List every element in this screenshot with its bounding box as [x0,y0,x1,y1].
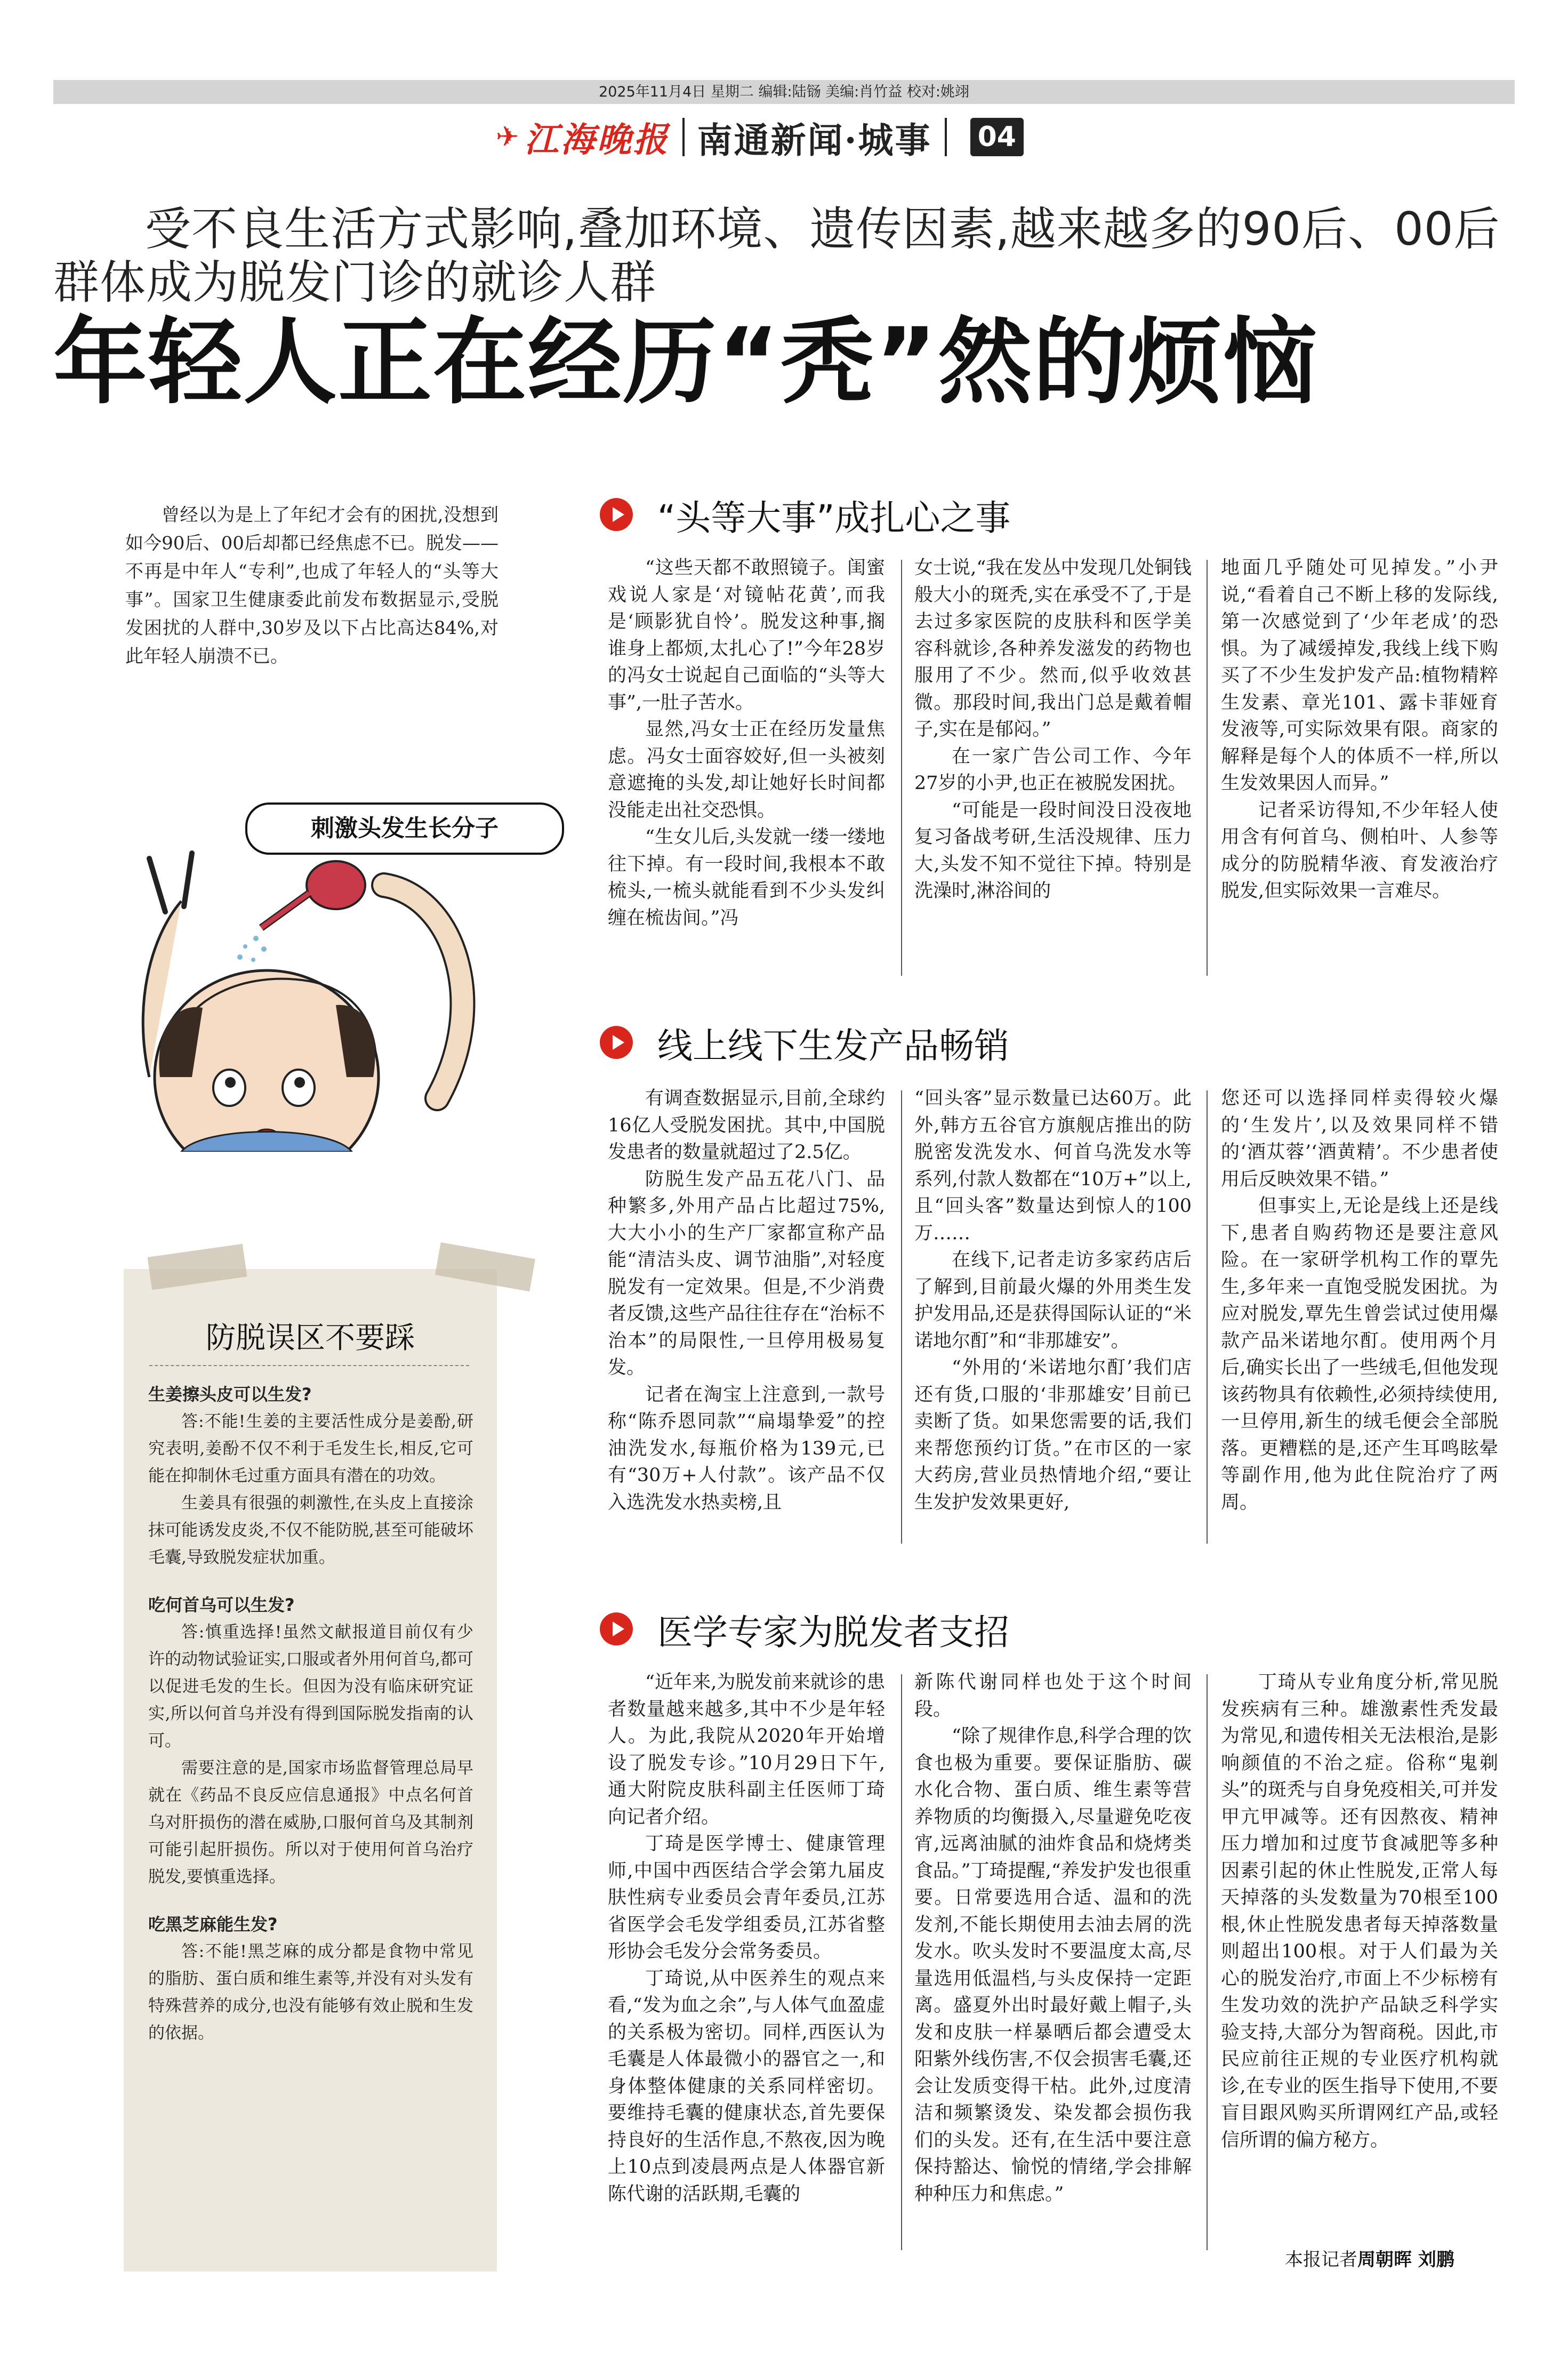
page-number: 04 [970,118,1024,156]
paragraph: “回头客”显示数量已达60万。此外,韩方五谷官方旗舰店推出的防脱密发洗发水、何首乌洗发水等系列,付款人数都在“10万+”以上,且“回头客”数量达到惊人的100万…… [914,1088,1192,1244]
play-arrow-icon [600,1612,633,1645]
play-arrow-icon [600,498,633,531]
section-heading-2 [600,1018,1506,1066]
article-column [914,555,1192,905]
paragraph: “生女儿后,头发就一缕一缕地往下掉。有一段时间,我根本不敢梳头,一梳头就能看到不少头发纠缠在梳齿间。”冯 [608,826,885,929]
article-column [914,1085,1192,1516]
subheadline: 受不良生活方式影响,叠加环境、遗传因素,越来越多的90后、00后群体成为脱发门诊的就诊人群 [53,203,1500,309]
paragraph: “可能是一段时间没日没夜地复习备战考研,生活没规律、压力大,头发不知不觉往下掉。特别是洗澡时,淋浴间的 [914,799,1192,902]
paragraph: 女士说,“我在发丛中发现几处铜钱般大小的斑秃,实在承受不了,于是去过多家医院的皮肤科和医学美容科就诊,各种养发滋发的药物也服用了不少。然而,似乎收效甚微。那段时间,我出门总是戴着帽子,实在是郁闷。” [914,557,1192,740]
watering-can-icon [307,861,365,909]
paragraph: 丁琦是医学博士、健康管理师,中国中西医结合学会第九届皮肤性病专业委员会青年委员,江苏省医学会毛发学组委员,江苏省整形协会毛发分会常务委员。 [608,1833,885,1962]
column-rule [1207,1674,1208,2250]
article-column [608,1085,885,1516]
byline-names: 周朝晖 刘鹏 [1357,2249,1454,2270]
article-column [1221,1085,1498,1516]
sidebar-answer: 需要注意的是,国家市场监督管理总局早就在《药品不良反应信息通报》中点名何首乌对肝损伤的潜在威胁,口服何首乌及其制剂可能引起肝损伤。所以对于使用何首乌治疗脱发,要慎重选择。 [148,1759,473,1887]
headline: 年轻人正在经历“秃”然的烦恼 [53,308,1318,417]
masthead [496,113,1024,161]
paragraph: 丁琦说,从中医养生的观点来看,“发为血之余”,与人体气血盈虚的关系极为密切。同样,西医认为毛囊是人体最微小的器官之一,和身体整体健康的关系同样密切。要维持毛囊的健康状态,首先要保持良好的生活作息,不熬夜,因为晚上10点到凌晨两点是人体器官新陈代谢的活跃期,毛囊的 [608,1968,885,2205]
paragraph: 有调查数据显示,目前,全球约16亿人受脱发困扰。其中,中国脱发患者的数量就超过了2.5亿。 [608,1088,885,1163]
column-rule [1207,1090,1208,1544]
paragraph: 在一家广告公司工作、今年27岁的小尹,也正在被脱发困扰。 [914,745,1192,794]
section-heading-1 [600,491,1506,539]
divider [945,118,947,156]
paragraph: 丁琦从专业角度分析,常见脱发疾病有三种。雄激素性秃发最为常见,和遗传相关无法根治,是影响颜值的不治之症。俗称“鬼剃头”的斑秃与自身免疫相关,可并发甲亢甲减等。还有因熬夜、精神压力增加和过度节食减肥等多种因素引起的休止性脱发,正常人每天掉落的头发数量为70根至100根,休止性脱发患者每天掉落数量则超出100根。对于人们最为关心的脱发治疗,市面上不少标榜有生发功效的洗护产品缺乏科学实验支持,大部分为智商税。因此,市民应前往正规的专业医疗机构就诊,在专业的医生指导下使用,不要盲目跟风购买所谓网红产品,或轻信所谓的偏方秘方。 [1221,1672,1498,2151]
sidebar-question: 吃何首乌可以生发? [148,1595,295,1615]
article-column [1221,1669,1498,2154]
article-column [1221,555,1498,905]
section-heading-3 [600,1605,1506,1653]
section-name: 南通新闻·城事 [697,119,932,161]
divider [682,118,685,156]
sidebar-answer: 答:不能!黑芝麻的成分都是食物中常见的脂肪、蛋白质和维生素等,并没有对头发有特殊营养的成分,也没有能够有效止脱和生发的依据。 [148,1942,473,2043]
paragraph: 新陈代谢同样也处于这个时间段。 [914,1672,1192,1720]
column-rule [901,1674,902,2250]
section-heading-text: “头等大事”成扎心之事 [657,497,1011,539]
lead-paragraph [125,501,498,671]
paragraph: 防脱生发产品五花八门、品种繁多,外用产品占比超过75%,大大小小的生产厂家都宣称产品能“清洁头皮、调节油脂”,对轻度脱发有一定效果。但是,不少消费者反馈,这些产品往往存在“治标不治本”的局限性,一旦停用极易复发。 [608,1168,885,1378]
paragraph: 地面几乎随处可见掉发。”小尹说,“看着自己不断上移的发际线,第一次感觉到了‘少年老成’的恐惧。为了减缓掉发,我线上线下购买了不少生发护发产品:植物精粹生发素、章光101、露卡菲娅育发液等,可实际效果有限。商家的解释是每个人的体质不一样,所以生发效果因人而异。” [1221,557,1498,794]
section-heading-text: 医学专家为脱发者支招 [657,1611,1009,1653]
lead-text: 曾经以为是上了年纪才会有的困扰,没想到如今90后、00后却都已经焦虑不已。脱发——不再是中年人“专利”,也成了年轻人的“头等大事”。国家卫生健康委此前发布数据显示,受脱发困扰的人群中,30岁及以下占比高达84%,对此年轻人崩溃不已。 [125,504,498,667]
section-heading-text: 线上线下生发产品畅销 [657,1025,1009,1066]
paragraph: “除了规律作息,科学合理的饮食也极为重要。要保证脂肪、碳水化合物、蛋白质、维生素等营养物质的均衡摄入,尽量避免吃夜宵,远离油腻的油炸食品和烧烤类食品。”丁琦提醒,“养发护发也很重要。日常要选用合适、温和的洗发剂,不能长期使用去油去屑的洗发水。吹头发时不要温度太高,尽量选用低温档,与头皮保持一定距离。盛夏外出时最好戴上帽子,头发和皮肤一样暴晒后都会遭受太阳紫外线伤害,不仅会损害毛囊,还会让发质变得干枯。此外,过度清洁和频繁烫发、染发都会损伤我们的头发。还有,在生活中要注意保持豁达、愉悦的情绪,学会排解种种压力和焦虑。” [914,1725,1192,2205]
sidebar-title: 防脱误区不要踩 [206,1321,415,1355]
sidebar-question: 生姜擦头皮可以生发? [148,1384,312,1404]
speech-bubble: 刺激头发生长分子 [245,802,564,855]
sidebar-body [148,1381,473,2047]
date-line: 2025年11月4日 星期二 编辑:陆铴 美编:肖竹益 校对:姚翊 [599,84,969,100]
sidebar-answer: 生姜具有很强的刺激性,在头皮上直接涂抹可能诱发皮炎,不仅不能防脱,甚至可能破坏毛囊,导致脱发症状加重。 [148,1494,473,1567]
paragraph: 在线下,记者走访多家药店后了解到,目前最火爆的外用类生发护发用品,还是获得国际认证的“米诺地尔酊”和“非那雄安”。 [914,1249,1192,1352]
column-rule [901,560,902,976]
sidebar-answer: 答:不能!生姜的主要活性成分是姜酚,研究表明,姜酚不仅不利于毛发生长,相反,它可能在抑制休毛过重方面具有潜在的功效。 [148,1412,473,1486]
column-rule [1207,560,1208,976]
logo-swallow-icon: ✈ [496,121,519,153]
article-column [608,555,885,932]
paragraph: 但事实上,无论是线上还是线下,患者自购药物还是要注意风险。在一家研学机构工作的覃先生,多年来一直饱受脱发困扰。为应对脱发,覃先生曾尝试过使用爆款产品米诺地尔酊。使用两个月后,确实长出了一些绒毛,但他发现该药物具有依赖性,必须持续使用,一旦停用,新生的绒毛便会全部脱落。更糟糕的是,还产生耳鸣眩晕等副作用,他为此住院治疗了两周。 [1221,1195,1498,1513]
sidebar-divider [149,1365,469,1366]
sidebar-answer: 答:慎重选择!虽然文献报道目前仅有少许的动物试验证实,口服或者外用何首乌,都可以促进毛发的生长。但因为没有临床研究证实,所以何首乌并没有得到国际脱发指南的认可。 [148,1623,473,1751]
article-column [608,1669,885,2208]
play-arrow-icon [600,1026,633,1059]
sidebar-question: 吃黑芝麻能生发? [148,1914,278,1934]
article-column [914,1669,1192,2208]
paragraph: 记者采访得知,不少年轻人使用含有何首乌、侧柏叶、人参等成分的防脱精华液、育发液治疗脱发,但实际效果一言难尽。 [1221,799,1498,902]
paragraph: 您还可以选择同样卖得较火爆的‘生发片’,以及效果同样不错的‘酒苁蓉’‘酒黄精’。不少患者使用后反映效果不错。” [1221,1088,1498,1190]
paragraph: “这些天都不敢照镜子。闺蜜戏说人家是‘对镜帖花黄’,而我是‘顾影犹自怜’。脱发这种事,搁谁身上都烦,太扎心了!”今年28岁的冯女士说起自己面临的“头等大事”,一肚子苦水。 [608,557,885,713]
paragraph: “近年来,为脱发前来就诊的患者数量越来越多,其中不少是年轻人。为此,我院从2020年开始增设了脱发专诊。”10月29日下午,通大附院皮肤科副主任医师丁琦向记者介绍。 [608,1672,885,1828]
column-rule [901,1090,902,1544]
paragraph: 显然,冯女士正在经历发量焦虑。冯女士面容姣好,但一头被刻意遮掩的头发,却让她好长时间都没能走出社交恐惧。 [608,719,885,821]
byline [1285,2245,1530,2271]
logo-text: 江海晚报 [524,120,670,160]
paragraph: “外用的‘米诺地尔酊’我们店还有货,口服的‘非那雄安’目前已卖断了货。如果您需要的话,我们来帮您预约订货。”在市区的一家大药房,营业员热情地介绍,“要让生发护发效果更好, [914,1357,1192,1513]
paragraph: 记者在淘宝上注意到,一款号称“陈乔恩同款”“扁塌挚爱”的控油洗发水,每瓶价格为139元,已有“30万+人付款”。该产品不仅入选洗发水热卖榜,且 [608,1384,885,1513]
byline-prefix: 本报记者 [1285,2249,1357,2270]
